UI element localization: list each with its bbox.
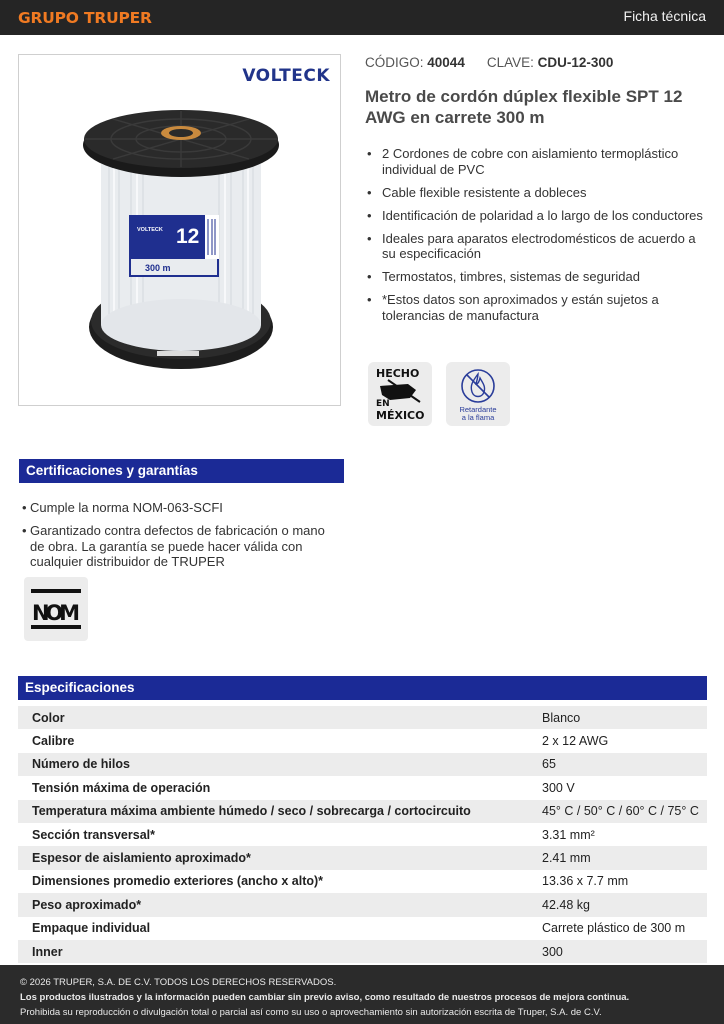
feature-item: • Cable flexible resistente a dobleces <box>365 185 705 201</box>
spec-row <box>18 940 707 963</box>
key-label: CLAVE: <box>486 55 534 70</box>
specifications-table <box>18 706 707 963</box>
spec-label: Número de hilos <box>32 757 130 772</box>
cable-spool-illustration <box>19 55 341 406</box>
spool-gauge-text: 12 <box>176 225 200 248</box>
spec-value: 45° C / 50° C / 60° C / 75° C <box>542 804 699 819</box>
svg-text:EN: EN <box>376 399 390 409</box>
spec-value: 65 <box>542 757 556 772</box>
spec-label: Empaque individual <box>32 921 151 936</box>
product-code-line <box>365 55 613 70</box>
product-key: CDU-12-300 <box>537 55 614 70</box>
spec-label: Tensión máxima de operación <box>32 780 211 795</box>
specifications-heading: Especificaciones <box>18 676 707 700</box>
svg-text:HECHO: HECHO <box>376 367 420 380</box>
notice-text: Los productos ilustrados y la información pueden cambiar sin previo aviso, como resultado de nuestros procesos de mejora continua. <box>20 992 630 1003</box>
spec-row <box>18 706 707 729</box>
code-label: CÓDIGO: <box>365 55 424 70</box>
spec-label: Sección transversal* <box>32 827 155 842</box>
spec-row <box>18 729 707 752</box>
copyright-text: © 2026 TRUPER, S.A. DE C.V. TODOS LOS DERECHOS RESERVADOS. <box>20 977 337 988</box>
footer <box>0 965 724 1024</box>
feature-item: • Termostatos, timbres, sistemas de seguridad <box>365 269 705 285</box>
spec-value: 300 V <box>542 780 575 795</box>
spec-row <box>18 823 707 846</box>
spec-value: Carrete plástico de 300 m <box>542 921 686 936</box>
spec-value: 13.36 x 7.7 mm <box>542 874 629 889</box>
nom-badge <box>24 577 88 641</box>
feature-list <box>365 146 705 331</box>
certifications-heading: Certificaciones y garantías <box>19 459 344 483</box>
legal-text: Prohibida su reproducción o divulgación total o parcial así como su uso o aprovechamiento sin autorización escrita de Truper, S.A. de C.V. <box>20 1007 602 1018</box>
spec-label: Temperatura máxima ambiente húmedo / seco / sobrecarga / cortocircuito <box>32 804 471 819</box>
spec-row <box>18 800 707 823</box>
header-bar <box>0 0 724 35</box>
spool-brand-text: VOLTECK <box>137 227 163 233</box>
certification-item: • Garantizado contra defectos de fabricación o mano de obra. La garantía se puede hacer válida con cualquier distribuidor de TRUPER <box>22 523 342 570</box>
feature-item: • Identificación de polaridad a lo largo de los conductores <box>365 208 705 224</box>
spec-row <box>18 870 707 893</box>
retardante-flama-badge <box>446 362 510 426</box>
certification-item: • Cumple la norma NOM-063-SCFI <box>22 500 342 516</box>
certifications-list <box>22 500 342 577</box>
spool-length-text: 300 m <box>145 263 171 273</box>
feature-item: • *Estos datos son aproximados y están sujetos a tolerancias de manufactura <box>365 292 705 323</box>
document-type: Ficha técnica <box>623 8 706 24</box>
spec-value: 2 x 12 AWG <box>542 734 609 749</box>
hecho-en-mexico-badge <box>368 362 432 426</box>
svg-text:NOM: NOM <box>32 601 80 625</box>
product-title: Metro de cordón dúplex flexible SPT 12 AWG en carrete 300 m <box>365 87 683 127</box>
spec-row <box>18 846 707 869</box>
spec-row <box>18 753 707 776</box>
svg-text:Retardante: Retardante <box>459 405 497 414</box>
nom-icon <box>24 577 88 641</box>
product-image <box>18 54 341 406</box>
svg-text:a la flama: a la flama <box>461 413 495 422</box>
spec-value: 3.31 mm² <box>542 827 595 842</box>
spec-label: Calibre <box>32 734 75 749</box>
spec-row <box>18 776 707 799</box>
volteck-logo: VOLTECK <box>242 66 330 86</box>
spec-value: Blanco <box>542 710 581 725</box>
spec-label: Dimensiones promedio exteriores (ancho x alto)* <box>32 874 324 889</box>
spec-label: Color <box>32 710 65 725</box>
flame-retardant-icon <box>446 362 510 426</box>
spec-label: Inner <box>32 944 63 959</box>
hecho-en-mexico-icon <box>368 362 432 426</box>
spec-value: 2.41 mm <box>542 851 591 866</box>
spec-row <box>18 917 707 940</box>
feature-item: • 2 Cordones de cobre con aislamiento termoplástico individual de PVC <box>365 146 705 177</box>
product-code: 40044 <box>427 55 465 70</box>
spec-label: Espesor de aislamiento aproximado* <box>32 851 251 866</box>
feature-item: • Ideales para aparatos electrodomésticos de acuerdo a su especificación <box>365 231 705 262</box>
spec-label: Peso aproximado* <box>32 897 142 912</box>
svg-text:MÉXICO: MÉXICO <box>376 409 425 422</box>
spec-row <box>18 893 707 916</box>
spec-value: 300 <box>542 944 563 959</box>
brand-logo: GRUPO TRUPER <box>18 9 152 27</box>
spec-value: 42.48 kg <box>542 897 590 912</box>
